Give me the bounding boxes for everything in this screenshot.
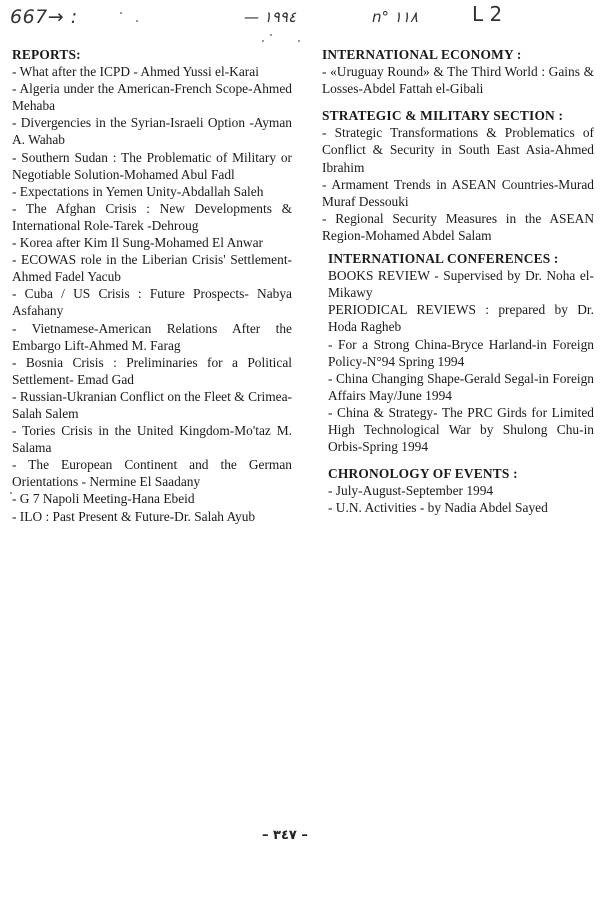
list-item: - G 7 Napoli Meeting-Hana Ebeid: [12, 491, 195, 507]
list-item: - For a Strong China-Bryce Harland-in Foreign Policy-N°94 Spring 1994: [328, 336, 594, 369]
page-number: – ٣٤٧ –: [262, 828, 308, 843]
list-item: - ECOWAS role in the Liberian Crisis' Settlement- Ahmed Fadel Yacub: [12, 252, 292, 285]
list-item: - U.N. Activities - by Nadia Abdel Sayed: [328, 500, 548, 516]
list-item: - Divergencies in the Syrian-Israeli Option -Ayman A. Wahab: [12, 115, 292, 148]
list-item: - Armament Trends in ASEAN Countries-Murad Muraf Dessouki: [322, 176, 594, 209]
list-item: - Cuba / US Crisis : Future Prospects- Nabya Asfahany: [12, 286, 292, 319]
list-item: - Algeria under the American-French Scope-Ahmed Mehaba: [12, 81, 292, 114]
strategic-heading: STRATEGIC & MILITARY SECTION :: [322, 108, 564, 124]
list-item: - What after the ICPD - Ahmed Yussi el-Karai: [12, 64, 259, 80]
handwritten-year: — ١٩٩٤: [244, 8, 297, 26]
list-item: - Korea after Kim Il Sung-Mohamed El Anwar: [12, 235, 264, 251]
reports-list: [12, 63, 292, 525]
handwritten-number: n° ١١٨: [372, 8, 418, 26]
section-spacer: [322, 97, 594, 107]
right-column: [322, 46, 594, 516]
intl-economy-heading: INTERNATIONAL ECONOMY :: [322, 47, 522, 62]
list-item: BOOKS REVIEW - Supervised by Dr. Noha el-Mikawy: [328, 268, 594, 301]
section-spacer: [328, 455, 594, 465]
list-item: - Southern Sudan : The Problematic of Military or Negotiable Solution-Mohamed Abul Fadl: [12, 149, 292, 182]
conferences-heading: INTERNATIONAL CONFERENCES :: [328, 251, 559, 267]
chronology-heading: CHRONOLOGY OF EVENTS :: [328, 466, 518, 482]
scan-speck: [270, 34, 272, 36]
list-item: - The Afghan Crisis : New Developments & International Role-Tarek -Dehroug: [12, 200, 292, 233]
left-column: [12, 46, 292, 525]
list-item: - Vietnamese-American Relations After the Embargo Lift-Ahmed M. Farag: [12, 320, 292, 353]
list-item: - ILO : Past Present & Future-Dr. Salah Ayub: [12, 508, 256, 524]
scan-speck: [262, 40, 264, 42]
list-item: - Tories Crisis in the United Kingdom-Mo'taz M. Salama: [12, 423, 292, 456]
scan-speck: [298, 40, 300, 42]
scan-speck: [120, 12, 122, 14]
reports-heading: REPORTS:: [12, 47, 81, 62]
list-item: - Regional Security Measures in the ASEAN Region-Mohamed Abdel Salam: [322, 210, 594, 243]
conferences-section: [322, 250, 594, 516]
list-item: - July-August-September 1994: [328, 483, 494, 499]
handwritten-annotation-right: L 2: [472, 2, 503, 26]
list-item: - China Changing Shape-Gerald Segal-in Foreign Affairs May/June 1994: [328, 370, 594, 403]
scan-speck: [136, 20, 138, 22]
list-item: - Russian-Ukranian Conflict on the Fleet & Crimea-Salah Salem: [12, 388, 292, 421]
list-item: PERIODICAL REVIEWS : prepared by Dr. Hoda Ragheb: [328, 302, 594, 335]
list-item: - China & Strategy- The PRC Girds for Limited High Technological War by Shulong Chu-in Orbis-Spring 1994: [328, 404, 594, 455]
list-item: - Strategic Transformations & Problematics of Conflict & Security in South East Asia-Ahmed Ibrahim: [322, 125, 594, 175]
list-item: - «Uruguay Round» & The Third World : Gains & Losses-Abdel Fattah el-Gibali: [322, 64, 594, 97]
list-item: - Expectations in Yemen Unity-Abdallah Saleh: [12, 183, 264, 199]
handwritten-annotation-left: 667→ :: [10, 6, 78, 28]
list-item: - Bosnia Crisis : Preliminaries for a Political Settlement- Emad Gad: [12, 354, 292, 387]
list-item: - The European Continent and the German Orientations - Nermine El Saadany: [12, 457, 292, 490]
